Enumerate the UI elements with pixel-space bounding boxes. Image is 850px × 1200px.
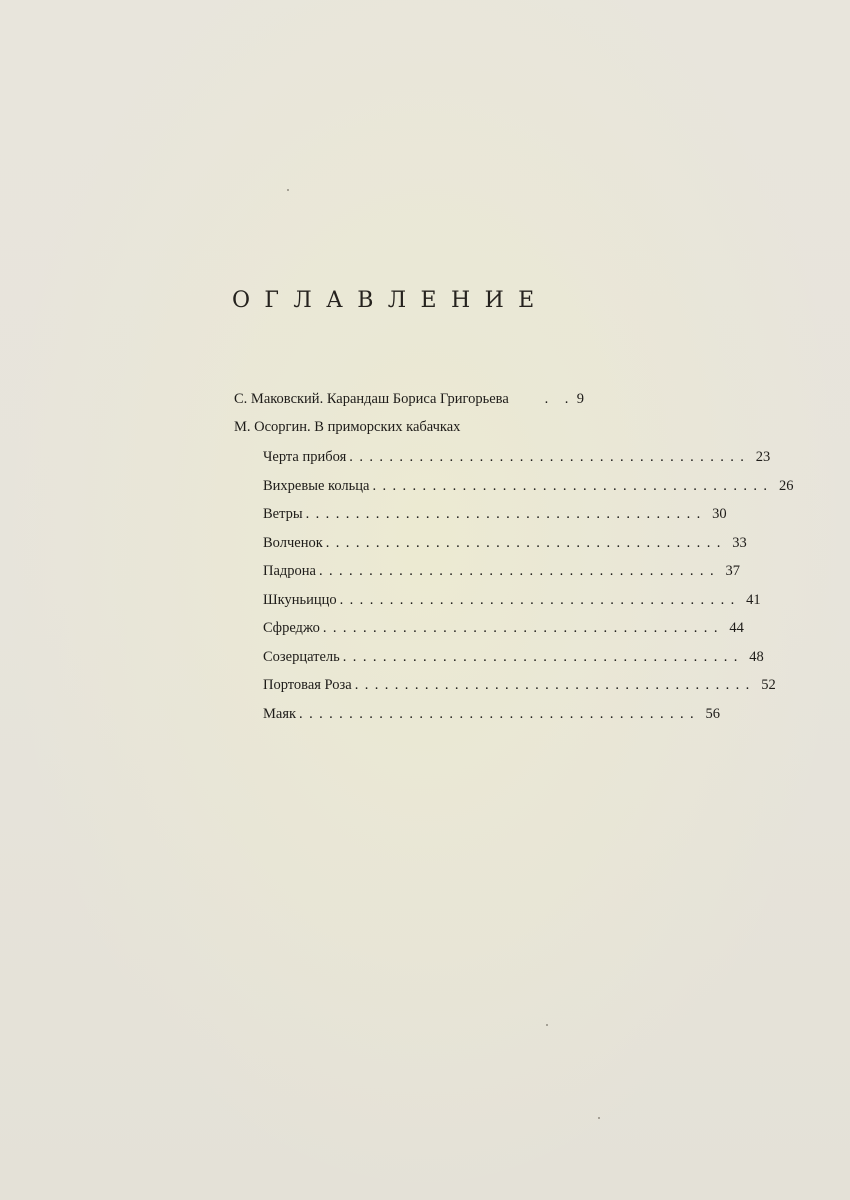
toc-section-heading: М. Осоргин. В приморских кабачках: [234, 419, 461, 435]
dot-leader: . .: [544, 391, 575, 407]
toc-entry: [263, 648, 764, 666]
dot-leader: ........................................: [372, 477, 774, 494]
dot-leader: ........................................: [325, 534, 727, 551]
toc-entry-label: Падрона: [263, 563, 316, 579]
dot-leader: ........................................: [322, 620, 724, 636]
toc-entry-label: Сфреджо: [263, 620, 320, 636]
dot-leader: ........................................: [349, 449, 751, 465]
toc-entry: [263, 705, 721, 723]
toc-entry-page: 26: [778, 477, 794, 494]
toc-entry: [263, 562, 740, 580]
toc-entry-page: 52: [761, 677, 776, 693]
toc-entry: [234, 390, 584, 408]
toc-entry-label: Портовая Роза: [263, 677, 352, 693]
toc-entry-page: 30: [712, 506, 727, 522]
toc-entry-label: Ветры: [263, 506, 303, 522]
toc-entry-page: 9: [576, 391, 584, 407]
toc-entry: [263, 619, 744, 637]
dot-leader: ........................................: [299, 705, 701, 722]
toc-entry-page: 44: [729, 620, 744, 636]
dot-leader: ........................................: [342, 648, 744, 665]
toc-entry-page: 41: [746, 591, 761, 608]
page-title: ОГЛАВЛЕНИЕ: [232, 288, 549, 313]
toc-entry: [263, 591, 761, 609]
toc-entry: [263, 505, 727, 523]
toc-entry-label: С. Маковский. Карандаш Бориса Григорьева: [234, 391, 509, 407]
toc-entry-label: Вихревые кольца: [263, 477, 370, 494]
toc-entry: [263, 534, 747, 552]
dot-leader: ........................................: [339, 591, 741, 608]
dot-leader: ........................................: [318, 563, 720, 579]
toc-entry-label: Маяк: [263, 705, 297, 722]
toc-entry-page: 33: [732, 534, 747, 551]
toc-entry-label: Созерцатель: [263, 648, 340, 665]
toc-entry: [263, 676, 776, 694]
toc-entry-label: Шкуньиццо: [263, 591, 337, 608]
toc-entry-page: 56: [705, 705, 721, 722]
toc-entry: [263, 477, 794, 495]
toc-entry-page: 48: [749, 648, 764, 665]
toc-entry: [263, 448, 771, 466]
toc-entry-label: Волченок: [263, 534, 323, 551]
dot-leader: ........................................: [305, 506, 707, 522]
toc-entry-page: 37: [725, 563, 740, 579]
toc-entry-label: Черта прибоя: [263, 449, 347, 465]
dot-leader: ........................................: [354, 677, 756, 693]
toc-entry-page: 23: [755, 449, 771, 465]
